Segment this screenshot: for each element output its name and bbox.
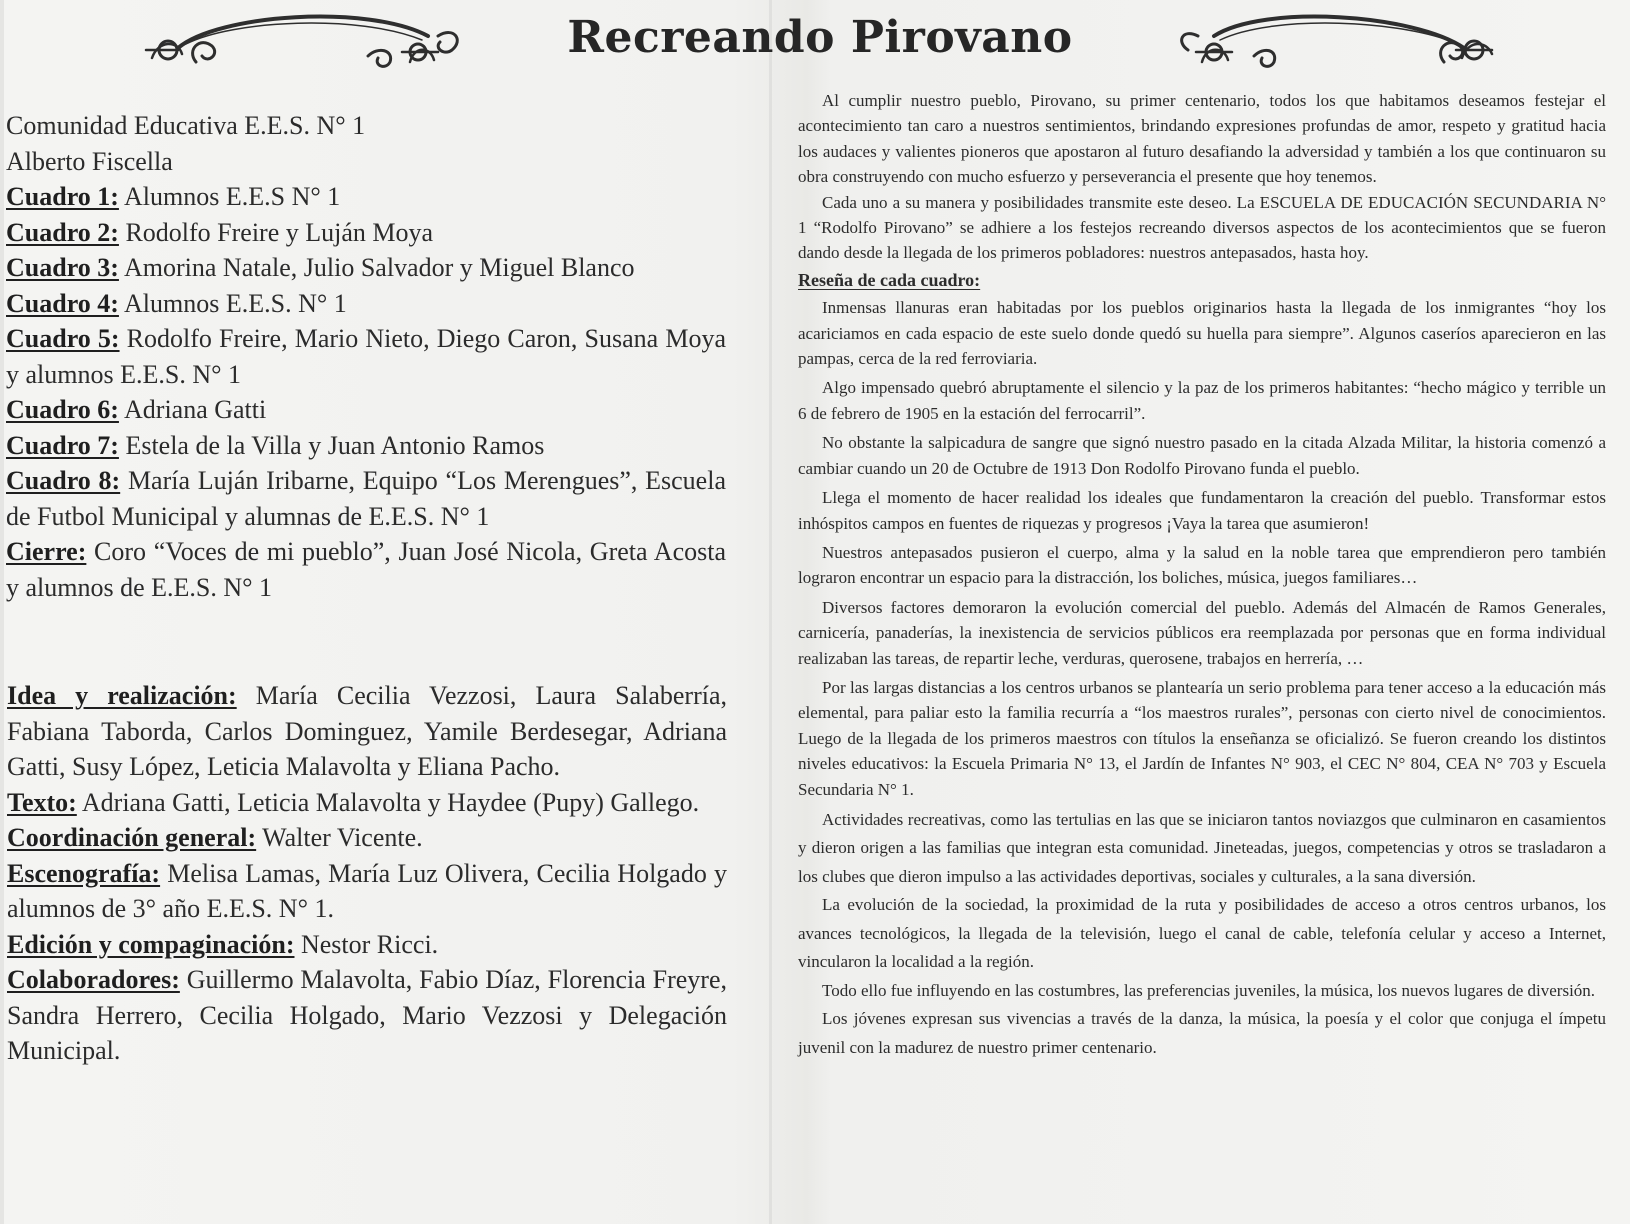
page-title: Recreando Pirovano [567, 12, 1073, 63]
credit-text: Adriana Gatti, Leticia Malavolta y Haydee (Pupy) Gallego. [76, 787, 700, 817]
credit-entry [7, 927, 727, 963]
paragraph: No obstante la salpicadura de sangre que signó nuestro pasado en la citada Alzada Militar, la historia comenzó a cambiar cuando un 20 de Octubre de 1913 Don Rodolfo Pirovano funda el pueblo. [798, 433, 1606, 478]
paragraph: Cada uno a su manera y posibilidades transmite este deseo. La ESCUELA DE EDUCACIÓN SECUNDARIA N° 1 “Rodolfo Pirovano” se adhiere a los festejos recreando diversos aspectos de los acontecimientos que se fueron dando desde la llegada de los primeros pobladores: nuestros antepasados, hasta hoy. [798, 192, 1606, 263]
cuadro-entry [6, 463, 726, 534]
paragraph: Algo impensado quebró abruptamente el silencio y la paz de los primeros habitantes: “hecho mágico y terrible un 6 de febrero de 1905 en la estación del ferrocarril”. [798, 378, 1606, 423]
credit-entry [7, 962, 727, 1069]
page-edge-shadow [0, 0, 4, 1224]
cuadro-entry [6, 321, 726, 392]
credit-entry [7, 820, 727, 856]
cuadro-text: Adriana Gatti [118, 395, 267, 424]
cuadro-entry [6, 250, 726, 286]
cuadro-entry [6, 215, 726, 251]
cuadro-entry [6, 428, 726, 464]
paragraph: Al cumplir nuestro pueblo, Pirovano, su primer centenario, todos los que habitamos deseamos festejar el acontecimiento tan caro a nuestros sentimientos, brindando expresiones profundas de amor, respeto y gratitud hacia los audaces y valientes pioneros que apostaron al futuro desafiando la adversidad y también a los que continuaron su obra construyendo con mucho esfuerzo y perseverancia el presente que hoy tenemos. [798, 91, 1606, 187]
paragraph: Todo ello fue influyendo en las costumbres, las preferencias juveniles, la música, los nuevos lugares de diversión. [822, 980, 1596, 1000]
credit-entry [7, 678, 727, 785]
cast-list [6, 108, 726, 605]
cuadro-text: Coro “Voces de mi pueblo”, Juan José Nicola, Greta Acosta y alumnos de E.E.S. N° 1 [6, 537, 726, 602]
credit-entry [7, 785, 727, 821]
paragraph: Por las largas distancias a los centros urbanos se plantearía un serio problema para tener acceso a la educación más elemental, para paliar esto la familia recurría a “los maestros rurales”, personas con cierto nivel de conocimientos. Luego de la llegada de los primeros maestros con títulos la enseñanza se oficializó. Se fueron creando los distintos niveles educativos: la Escuela Primaria N° 13, el Jardín de Infantes N° 903, el CEC N° 804, CEA N° 703 y Escuela Secundaria N° 1. [798, 677, 1606, 799]
cuadro-label: Cuadro 5: [6, 324, 120, 353]
cuadro-label: Cuadro 2: [6, 217, 119, 247]
credit-text: Guillermo Malavolta, Fabio Díaz, Florencia Freyre, Sandra Herrero, Cecilia Holgado, Mario Vezzosi y Delegación Municipal. [7, 965, 727, 1065]
cuadro-label: Cierre: [6, 537, 87, 566]
credit-entry [7, 856, 727, 927]
cuadro-label: Cuadro 6: [6, 395, 119, 424]
credit-label: Edición y compaginación: [7, 929, 295, 959]
credit-label: Idea y realización: [7, 681, 237, 710]
paragraph: La evolución de la sociedad, la proximidad de la ruta y posibilidades de acceso a otros centros urbanos, los avances tecnológicos, la llegada de la televisión, luego el canal de cable, telefonía celular y acceso a Internet, vincularon la localidad a la región. [798, 895, 1606, 972]
section-heading: Reseña de cada cuadro: [798, 269, 981, 290]
center-fold [769, 0, 772, 1224]
credit-text: Walter Vicente. [256, 823, 423, 852]
cuadro-text: Rodolfo Freire, Mario Nieto, Diego Caron, Susana Moya y alumnos E.E.S. N° 1 [6, 324, 726, 389]
cuadro-entry [6, 286, 726, 322]
credit-text: Nestor Ricci. [294, 929, 439, 959]
cuadro-text: Rodolfo Freire y Luján Moya [118, 217, 434, 247]
cuadro-entry [6, 534, 726, 605]
cuadro-text: María Luján Iribarne, Equipo “Los Merengues”, Escuela de Futbol Municipal y alumnas de E.E.S. N° 1 [6, 466, 726, 531]
cuadro-text: Alumnos E.E.S. N° 1 [118, 288, 347, 318]
paragraph: Diversos factores demoraron la evolución comercial del pueblo. Además del Almacén de Ramos Generales, carnicería, panaderías, la inexistencia de servicios públicos era reemplazada por personas que en forma individual realizaban las tareas, de repartir leche, verduras, querosene, trabajos en herrería, … [798, 597, 1606, 668]
credit-label: Colaboradores: [7, 965, 180, 994]
cuadro-label: Cuadro 1: [6, 182, 119, 211]
cuadro-text: Alumnos E.E.S N° 1 [118, 182, 341, 211]
intro-community: Comunidad Educativa E.E.S. N° 1 [6, 111, 366, 140]
paragraph: Actividades recreativas, como las tertulias en las que se iniciaron tantos noviazgos que culminaron en casamientos y dieron origen a las familias que integran esta comunidad. Jineteadas, juegos, competencias y otros se trasladaron a los clubes que dieron impulso a las actividades deportivas, sociales y culturales, a la sana diversión. [798, 809, 1606, 886]
cuadro-text: Amorina Natale, Julio Salvador y Miguel Blanco [118, 253, 635, 282]
credit-label: Texto: [7, 787, 77, 817]
cuadro-entry [6, 179, 726, 215]
paragraph: Llega el momento de hacer realidad los ideales que fundamentaron la creación del pueblo. Transformar estos inhóspitos campos en fuentes de riquezas y progresos ¡Vaya la tarea que asumieron! [798, 488, 1606, 533]
cuadro-label: Cuadro 3: [6, 253, 119, 282]
cuadro-label: Cuadro 4: [6, 288, 119, 318]
paragraph: Nuestros antepasados pusieron el cuerpo, alma y la salud en la noble tarea que emprendieron pero también lograron encontrar un espacio para la distracción, los boliches, música, juegos familiares… [798, 542, 1606, 588]
credit-label: Coordinación general: [7, 823, 257, 852]
credits-list [7, 678, 727, 1069]
credit-text: María Cecilia Vezzosi, Laura Salaberría, Fabiana Taborda, Carlos Dominguez, Yamile Berdesegar, Adriana Gatti, Susy López, Leticia Malavolta y Eliana Pacho. [7, 681, 727, 781]
cuadro-label: Cuadro 7: [6, 430, 119, 460]
credit-label: Escenografía: [7, 858, 161, 888]
cuadro-text: Estela de la Villa y Juan Antonio Ramos [118, 430, 545, 460]
scroll-flourish-icon [138, 6, 468, 76]
credit-text: Melisa Lamas, María Luz Olivera, Cecilia Holgado y alumnos de 3° año E.E.S. N° 1. [7, 858, 727, 923]
paragraph: Los jóvenes expresan sus vivencias a través de la danza, la música, la poesía y el color que conjuga el ímpetu juvenil con la madurez de nuestro primer centenario. [798, 1009, 1606, 1057]
intro-name: Alberto Fiscella [6, 146, 173, 176]
cuadro-entry [6, 392, 726, 428]
scroll-flourish-icon [1174, 6, 1504, 76]
narrative-text [798, 88, 1606, 1062]
paragraph: Inmensas llanuras eran habitadas por los pueblos originarios hasta la llegada de los inmigrantes “hoy los acariciamos en cada espacio de este suelo donde quedó su huella para siempre”. Algunos caseríos aparecieron en las pampas, cerca de la red ferroviaria. [798, 298, 1606, 369]
cuadro-label: Cuadro 8: [6, 466, 121, 495]
